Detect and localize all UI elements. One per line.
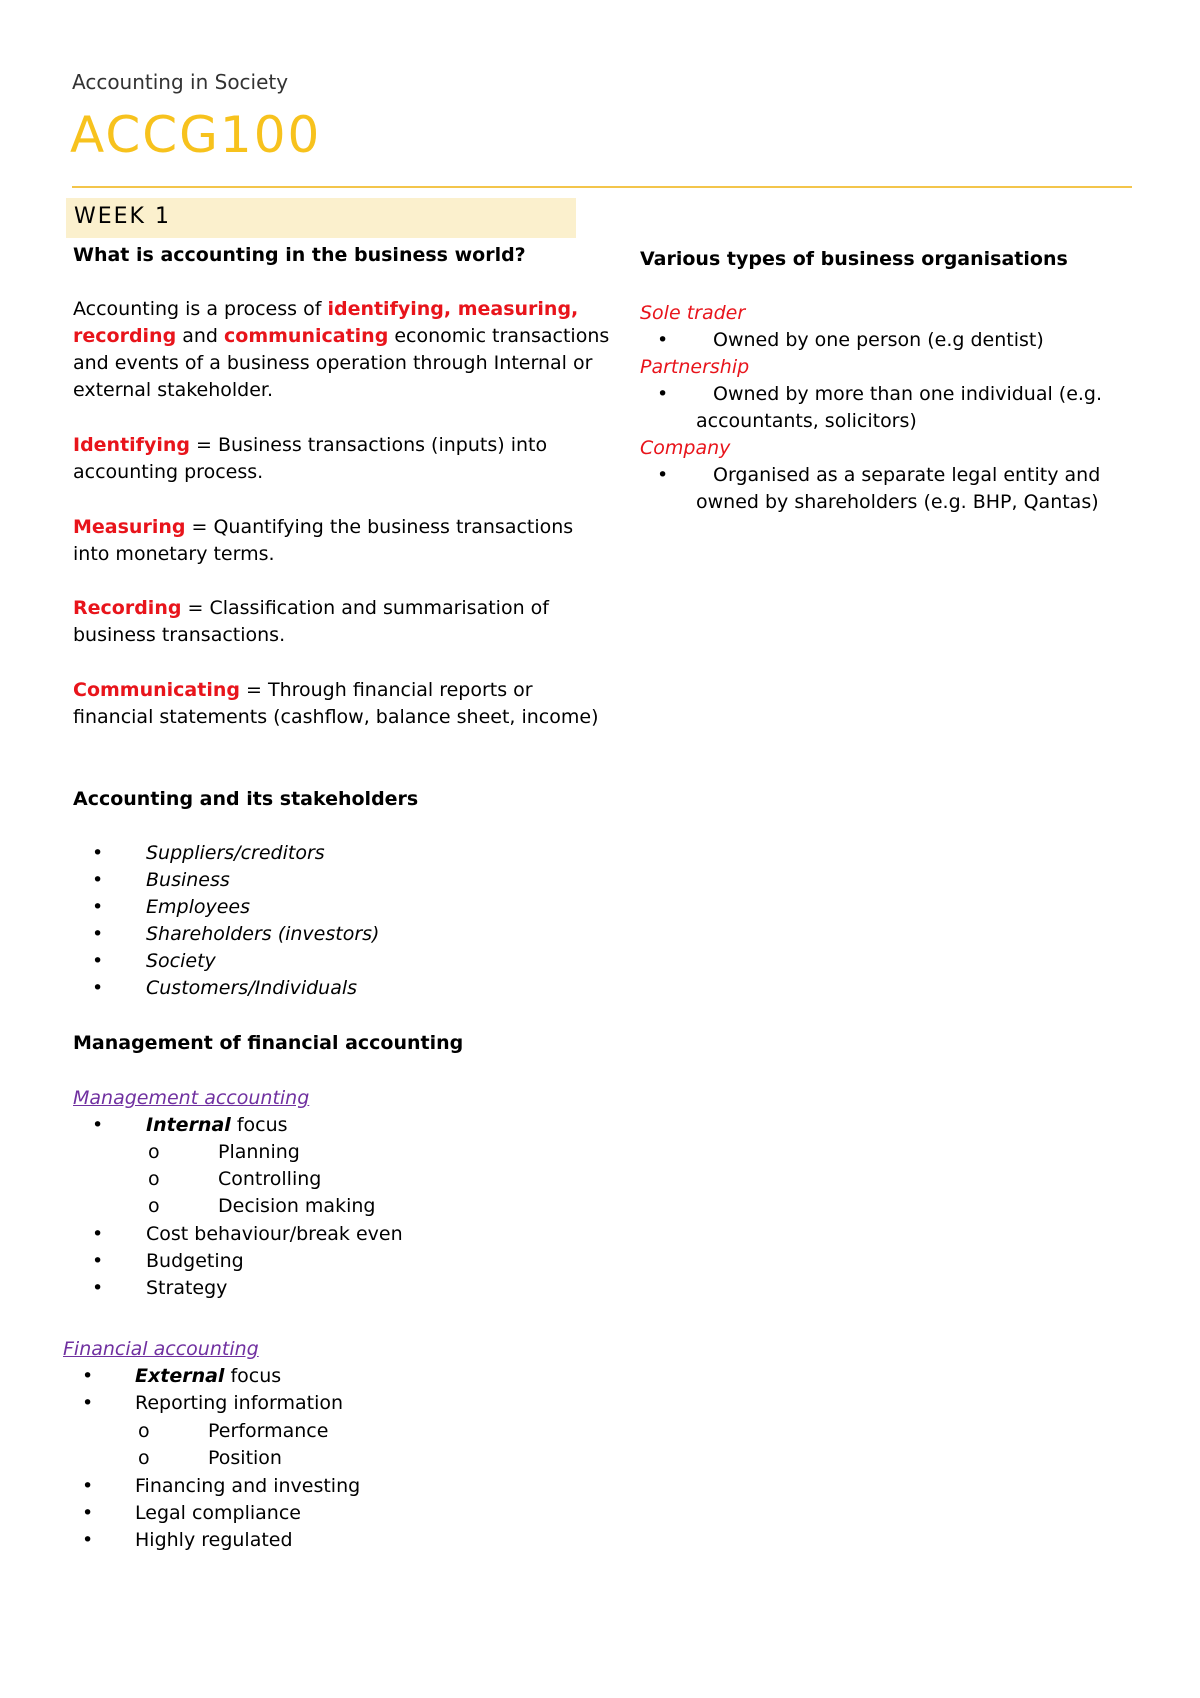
sub-bullet-icon: o bbox=[138, 1420, 150, 1442]
keyword-recording: recording bbox=[73, 325, 177, 347]
bullet-icon: • bbox=[92, 950, 104, 972]
sub-bullet-icon: o bbox=[148, 1195, 160, 1217]
week-label: WEEK 1 bbox=[74, 204, 171, 229]
org-description: Owned by one person (e.g dentist) bbox=[713, 329, 1044, 351]
external-focus-item bbox=[135, 1363, 281, 1390]
bullet-icon: • bbox=[92, 1250, 104, 1272]
management-heading: Management of financial accounting bbox=[73, 1032, 464, 1054]
management-accounting-link[interactable]: Management accounting bbox=[73, 1087, 310, 1109]
focus-text: focus bbox=[224, 1365, 282, 1387]
definition-text: = Through financial reports or bbox=[239, 679, 533, 701]
bullet-icon: • bbox=[92, 896, 104, 918]
financial-item: Highly regulated bbox=[135, 1529, 293, 1551]
intro-text: Accounting is a process of bbox=[73, 298, 328, 320]
org-description: Organised as a separate legal entity and bbox=[713, 464, 1101, 486]
bullet-icon: • bbox=[92, 869, 104, 891]
org-type-company: Company bbox=[640, 437, 731, 459]
title-divider bbox=[72, 186, 1132, 188]
sub-bullet-icon: o bbox=[148, 1141, 160, 1163]
sub-item: Performance bbox=[208, 1420, 329, 1442]
bullet-icon: • bbox=[657, 383, 669, 405]
management-item: Strategy bbox=[146, 1277, 228, 1299]
bullet-icon: • bbox=[92, 977, 104, 999]
definition-communicating bbox=[73, 677, 533, 704]
stakeholder-item: Employees bbox=[146, 896, 250, 918]
keyword-communicating: communicating bbox=[224, 325, 389, 347]
definition-text: = Classification and summarisation of bbox=[181, 597, 549, 619]
question-heading: What is accounting in the business world? bbox=[73, 244, 526, 266]
bullet-icon: • bbox=[92, 1223, 104, 1245]
bullet-icon: • bbox=[92, 923, 104, 945]
sub-bullet-icon: o bbox=[138, 1447, 150, 1469]
stakeholders-heading: Accounting and its stakeholders bbox=[73, 788, 419, 810]
definition-recording-line2: business transactions. bbox=[73, 624, 286, 646]
external-emphasis: External bbox=[135, 1365, 225, 1387]
stakeholder-item: Business bbox=[146, 869, 230, 891]
sub-item: Controlling bbox=[218, 1168, 322, 1190]
stakeholder-item: Customers/Individuals bbox=[146, 977, 358, 999]
intro-line-4: external stakeholder. bbox=[73, 379, 274, 401]
bullet-icon: • bbox=[82, 1502, 94, 1524]
internal-emphasis: Internal bbox=[146, 1114, 231, 1136]
definition-term: Identifying bbox=[73, 434, 190, 456]
course-subtitle: Accounting in Society bbox=[72, 70, 289, 94]
org-description-cont: owned by shareholders (e.g. BHP, Qantas) bbox=[696, 491, 1099, 513]
financial-item: Legal compliance bbox=[135, 1502, 301, 1524]
organisations-heading: Various types of business organisations bbox=[640, 248, 1068, 270]
stakeholder-item: Society bbox=[146, 950, 216, 972]
stakeholder-item: Shareholders (investors) bbox=[146, 923, 380, 945]
definition-term: Recording bbox=[73, 597, 182, 619]
org-description-cont: accountants, solicitors) bbox=[696, 410, 917, 432]
week-banner bbox=[66, 198, 576, 238]
definition-identifying-line2: accounting process. bbox=[73, 461, 264, 483]
bullet-icon: • bbox=[82, 1365, 94, 1387]
management-item: Cost behaviour/break even bbox=[146, 1223, 403, 1245]
stakeholder-item: Suppliers/creditors bbox=[146, 842, 325, 864]
definition-text: = Business transactions (inputs) into bbox=[189, 434, 548, 456]
intro-text: economic transactions bbox=[388, 325, 610, 347]
sub-item: Planning bbox=[218, 1141, 300, 1163]
bullet-icon: • bbox=[92, 1114, 104, 1136]
financial-accounting-link[interactable]: Financial accounting bbox=[63, 1338, 259, 1360]
sub-item: Decision making bbox=[218, 1195, 376, 1217]
keyword-identifying-measuring: identifying, measuring, bbox=[327, 298, 579, 320]
internal-focus-item bbox=[146, 1112, 288, 1139]
bullet-icon: • bbox=[92, 1277, 104, 1299]
sub-item: Position bbox=[208, 1447, 282, 1469]
definition-term: Communicating bbox=[73, 679, 240, 701]
org-description: Owned by more than one individual (e.g. bbox=[713, 383, 1103, 405]
intro-line-2 bbox=[73, 323, 609, 350]
definition-term: Measuring bbox=[73, 516, 186, 538]
bullet-icon: • bbox=[657, 329, 669, 351]
org-type-sole-trader: Sole trader bbox=[640, 302, 746, 324]
intro-line-3: and events of a business operation through Internal or bbox=[73, 352, 593, 374]
definition-measuring bbox=[73, 514, 573, 541]
definition-identifying bbox=[73, 432, 547, 459]
bullet-icon: • bbox=[657, 464, 669, 486]
management-item: Budgeting bbox=[146, 1250, 244, 1272]
reporting-item: Reporting information bbox=[135, 1392, 344, 1414]
definition-measuring-line2: into monetary terms. bbox=[73, 543, 275, 565]
financial-item: Financing and investing bbox=[135, 1475, 361, 1497]
sub-bullet-icon: o bbox=[148, 1168, 160, 1190]
bullet-icon: • bbox=[82, 1529, 94, 1551]
intro-text: and bbox=[176, 325, 225, 347]
focus-text: focus bbox=[230, 1114, 288, 1136]
definition-recording bbox=[73, 595, 549, 622]
definition-communicating-line2: financial statements (cashflow, balance sheet, income) bbox=[73, 706, 599, 728]
bullet-icon: • bbox=[82, 1475, 94, 1497]
org-type-partnership: Partnership bbox=[640, 356, 750, 378]
bullet-icon: • bbox=[92, 842, 104, 864]
intro-line-1 bbox=[73, 296, 578, 323]
bullet-icon: • bbox=[82, 1392, 94, 1414]
definition-text: = Quantifying the business transactions bbox=[185, 516, 574, 538]
course-title: ACCG100 bbox=[70, 106, 322, 164]
